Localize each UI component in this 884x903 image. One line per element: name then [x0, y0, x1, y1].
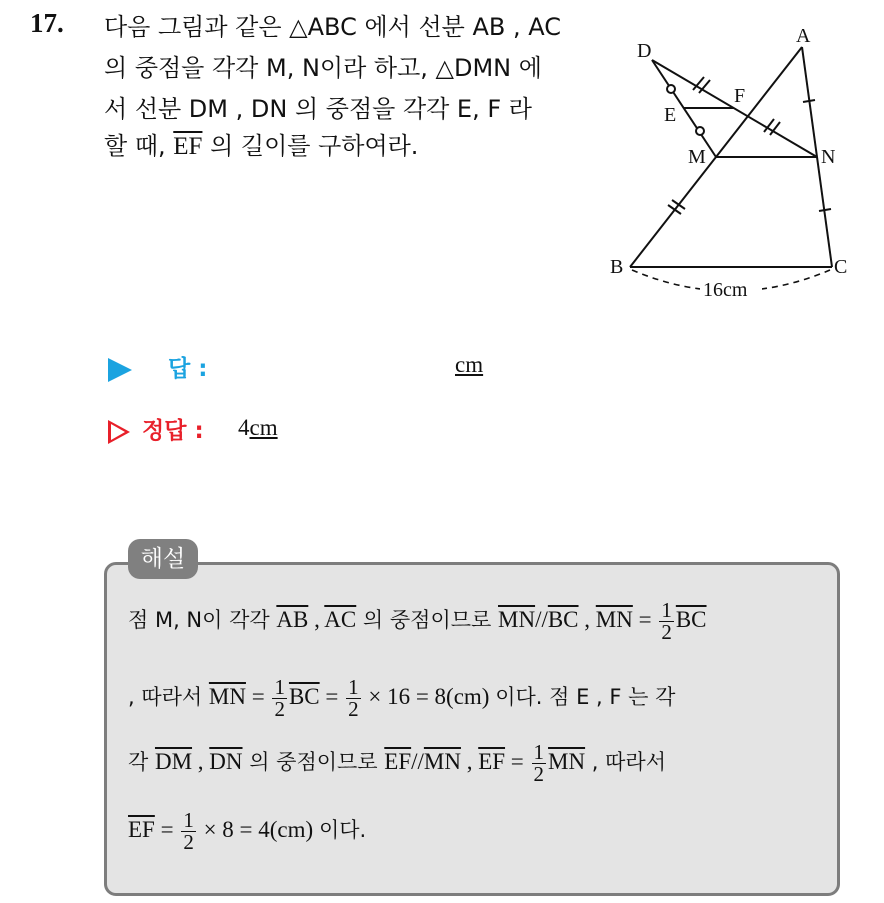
segment-dn	[652, 60, 817, 157]
solution-line-4: $\overline{EF}$ = $\frac{1}{2}$ × 8 = 4(cm) 이다.	[128, 808, 367, 854]
solution-line-2: , 따라서 $\overline{MN}$ = $\frac{1}{2}$ $\overline{BC}$ = $\frac{1}{2}$ × 16 = 8(cm) 이다. 점 E , F 는 각	[128, 675, 676, 721]
solution-tab: 해설	[128, 539, 198, 579]
outline-play-icon	[108, 420, 130, 444]
correct-answer-value: 4cm	[238, 415, 278, 440]
label-c: C	[834, 256, 848, 278]
label-b: B	[610, 256, 624, 278]
label-a: A	[796, 25, 811, 47]
triangle-figure	[600, 20, 860, 305]
solution-line-3: 각 $\overline{DM}$ , $\overline{DN}$ 의 중점이므로 $\overline{EF}//\overline{MN}$ , $\overline{EF}$ = $\frac{1}{2}$ $\overline{MN}$ , 따라서	[128, 740, 666, 786]
question-line-2: 의 중점을 각각 M, N이라 하고, △DMN 에	[104, 54, 542, 82]
label-f: F	[734, 85, 746, 107]
label-m: M	[688, 146, 706, 168]
solution-line-1: 점 M, N이 각각 $\overline{AB}$ , $\overline{AC}$ 의 중점이므로 $\overline{MN}//\overline{BC}$ , $\overline{MN}$ = $\frac{1}{2}$ $\overline{BC}$	[128, 598, 707, 644]
answer-label: 답 :	[108, 350, 207, 383]
answer-unit: cm	[455, 352, 484, 377]
label-e: E	[664, 104, 677, 126]
question-line-4: 할 때, $\overline{EF}$ 의 길이를 구하여라.	[104, 132, 419, 160]
label-d: D	[637, 40, 652, 62]
play-icon	[108, 358, 132, 382]
question-number: 17.	[30, 8, 64, 38]
label-bc-length: 16cm	[703, 279, 748, 301]
question-line-1: 다음 그림과 같은 △ABC 에서 선분 AB , AC	[104, 13, 561, 41]
question-line-3: 서 선분 DM , DN 의 중점을 각각 E, F 라	[104, 95, 532, 123]
label-n: N	[821, 146, 836, 168]
correct-answer-label: 정답 :	[108, 412, 204, 445]
